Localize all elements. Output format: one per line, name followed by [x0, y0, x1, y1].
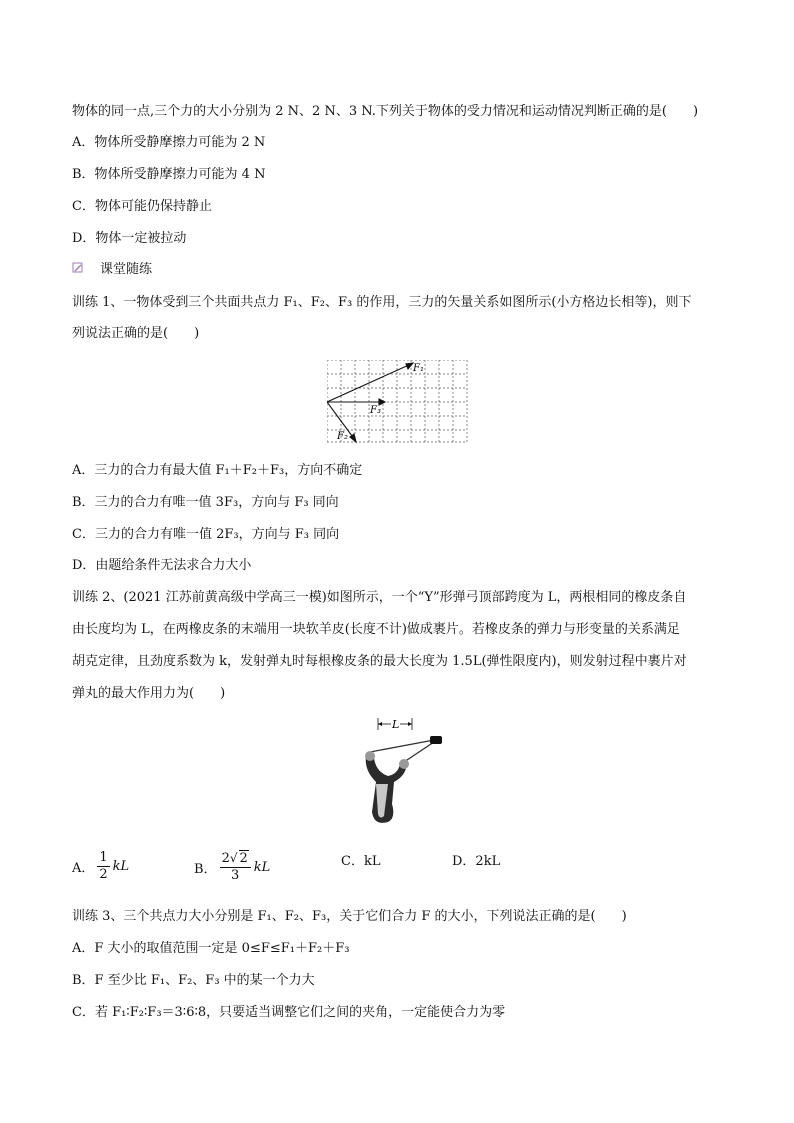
option-b[interactable]: B．物体所受静摩擦力可能为 4 N: [72, 167, 266, 182]
t2-option-d-text: D．2kL: [452, 854, 501, 869]
t2-option-b[interactable]: [194, 850, 270, 884]
option-a[interactable]: A．物体所受静摩擦力可能为 2 N: [72, 135, 266, 150]
t3-option-c[interactable]: C．若 F₁∶F₂∶F₃＝3∶6∶8，只要适当调整它们之间的夹角，一定能使合力为零: [72, 1005, 506, 1020]
fraction-numerator: [220, 850, 251, 868]
t2-option-a[interactable]: [72, 850, 129, 883]
t3-option-a[interactable]: A．F 大小的取值范围一定是 0≤F≤F₁＋F₂＋F₃: [72, 941, 350, 956]
t1-option-c[interactable]: C．三力的合力有唯一值 2F₃，方向与 F₃ 同向: [72, 527, 340, 542]
t2-option-b-letter: B．: [194, 861, 217, 877]
t2-option-a-letter: A．: [72, 861, 95, 876]
t2-stem-line-2: 由长度均为 L，在两橡皮条的末端用一块软羊皮(长度不计)做成裹片。若橡皮条的弹力与形变量的关系满足: [72, 622, 680, 637]
t1-stem-line-2: 列说法正确的是( ): [72, 326, 200, 341]
t2-option-a-tail: kL: [112, 859, 130, 874]
t2-option-a-fraction: [97, 850, 109, 883]
t2-stem-line-3: 胡克定律，且劲度系数为 k，发射弹丸时每根橡皮条的最大长度为 1.5L(弹性限度内)，则发射过程中裹片对: [72, 654, 687, 669]
t1-stem-line-1: 训练 1、一物体受到三个共面共点力 F₁、F₂、F₃ 的作用，三力的矢量关系如图所示(小方格边长相等)，则下: [72, 295, 692, 310]
fraction-numerator: 1: [99, 850, 108, 865]
t1-option-d[interactable]: D．由题给条件无法求合力大小: [72, 558, 252, 573]
t2-stem-line-1: 训练 2、(2021 江苏前黄高级中学高三一模)如图所示，一个“Y”形弹弓顶部跨度为 L，两根相同的橡皮条自: [72, 590, 687, 605]
radicand: 2: [239, 851, 248, 866]
option-d[interactable]: D．物体一定被拉动: [72, 231, 187, 246]
question-stem-tail: 物体的同一点,三个力的大小分别为 2 N、2 N、3 N.下列关于物体的受力情况和运动情况判断正确的是( ): [72, 104, 699, 119]
pencil-icon: [72, 262, 84, 274]
option-c[interactable]: C．物体可能仍保持静止: [72, 199, 212, 214]
t2-option-c[interactable]: [341, 850, 380, 869]
t2-stem-line-4: 弹丸的最大作用力为( ): [72, 686, 226, 701]
f2-label: F₂: [337, 431, 348, 442]
radical-sign: √: [229, 851, 238, 865]
t2-option-b-tail: kL: [253, 859, 271, 875]
f3-label: F₃: [370, 405, 381, 416]
force-vector-grid-figure: [327, 360, 469, 444]
t3-stem: 训练 3、三个共点力大小分别是 F₁、F₂、F₃，关于它们合力 F 的大小，下列说法正确的是( ): [72, 909, 627, 924]
t1-option-b[interactable]: B．三力的合力有唯一值 3F₃，方向与 F₃ 同向: [72, 495, 339, 510]
t3-option-b[interactable]: B．F 至少比 F₁、F₂、F₃ 中的某一个力大: [72, 973, 315, 988]
radical-coefficient: 2: [221, 851, 230, 866]
span-label-L: L: [392, 718, 400, 731]
f1-label: F₁: [413, 363, 424, 374]
t2-option-d[interactable]: [452, 850, 500, 869]
t2-option-b-fraction: [220, 850, 251, 884]
fraction-denominator: 2: [99, 867, 108, 882]
slingshot-figure: [350, 712, 446, 830]
t1-option-a[interactable]: A．三力的合力有最大值 F₁＋F₂＋F₃，方向不确定: [72, 463, 363, 478]
fraction-denominator: 3: [231, 868, 240, 883]
section-title: 课堂随练: [100, 262, 153, 277]
t2-option-c-text: C．kL: [341, 854, 381, 869]
